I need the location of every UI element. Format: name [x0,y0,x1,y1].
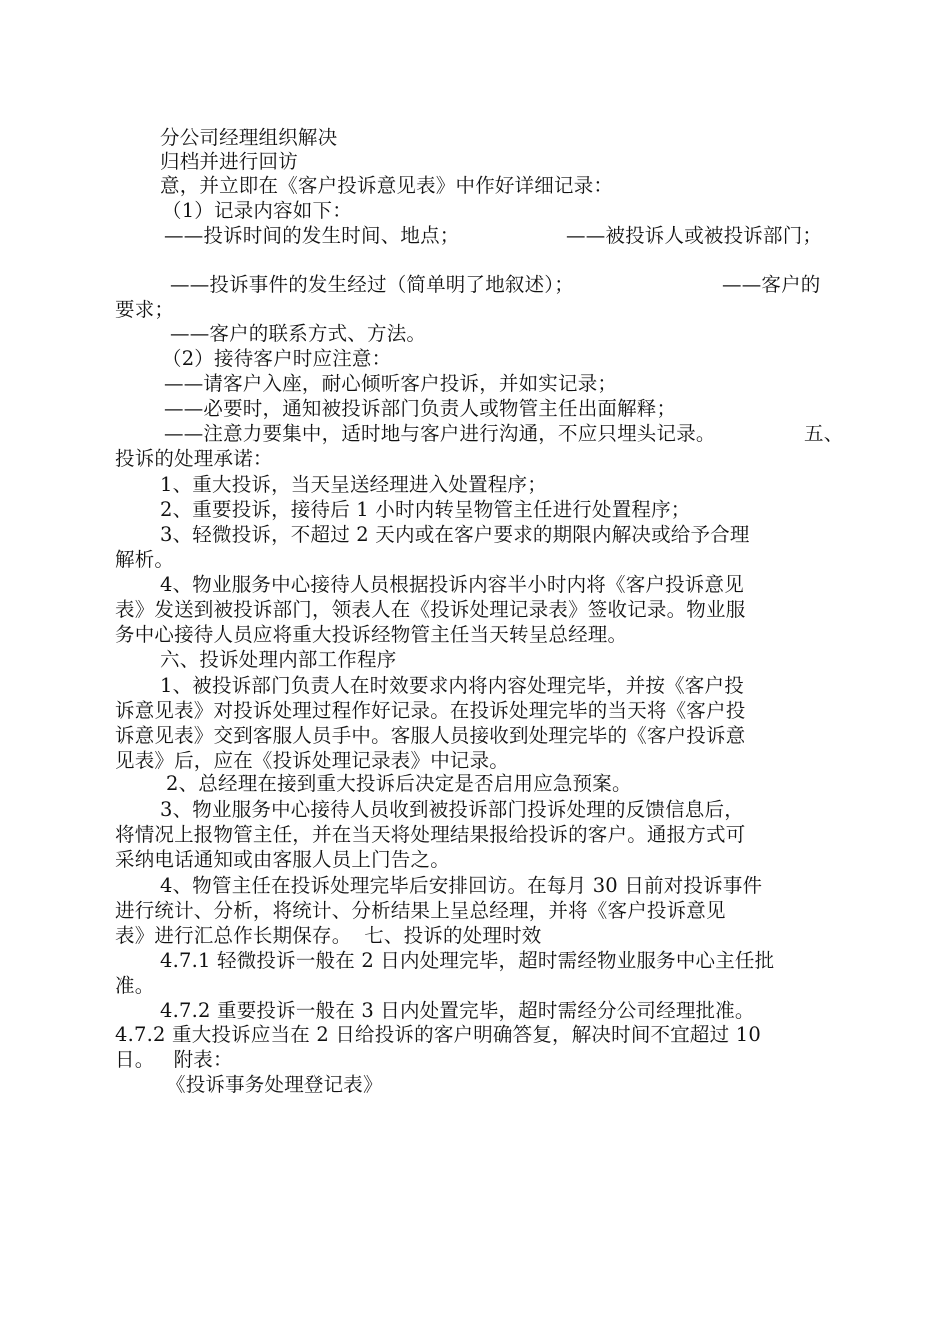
text-line: ——客户的联系方式、方法。 [170,322,427,345]
text-line: 2、总经理在接到重大投诉后决定是否启用应急预案。 [166,772,632,795]
text-line: 1、被投诉部门负责人在时效要求内将内容处理完毕，并按《客户投 [160,674,744,697]
text-line: ——投诉事件的发生经过（简单明了地叙述）； [170,273,574,296]
text-line: 五、 [804,422,844,445]
text-line: 4.7.2 重要投诉一般在 3 日内处置完毕，超时需经分公司经理批准。 [160,999,755,1022]
text-line: 诉意见表》交到客服人员手中。客服人员接收到处理完毕的《客户投诉意 [115,724,746,747]
text-line: 表》发送到被投诉部门，领表人在《投诉处理记录表》签收记录。物业服 [115,598,746,621]
text-line: 4.7.2 重大投诉应当在 2 日给投诉的客户明确答复，解决时间不宜超过 10 [115,1023,761,1046]
text-line: 3、轻微投诉，不超过 2 天内或在客户要求的期限内解决或给予合理 [160,523,750,546]
text-line: 将情况上报物管主任，并在当天将处理结果报给投诉的客户。通报方式可 [115,823,746,846]
text-line: ——必要时，通知被投诉部门负责人或物管主任出面解释； [164,397,677,420]
text-line: 《投诉事务处理登记表》 [166,1073,383,1096]
text-line: 3、物业服务中心接待人员收到被投诉部门投诉处理的反馈信息后， [160,798,744,821]
text-line: 务中心接待人员应将重大投诉经物管主任当天转呈总经理。 [115,623,628,646]
text-line: （1）记录内容如下： [162,199,352,222]
text-line: ——投诉时间的发生时间、地点； [164,224,460,247]
text-line: 表》进行汇总作长期保存。 七、投诉的处理时效 [115,924,542,947]
text-line: 归档并进行回访 [160,150,298,173]
text-line: 投诉的处理承诺： [115,447,273,470]
text-line: 诉意见表》对投诉处理过程作好记录。在投诉处理完毕的当天将《客户投 [115,699,746,722]
text-line: 要求； [115,298,175,321]
text-line: 六、投诉处理内部工作程序 [160,648,397,671]
text-line: 4、物业服务中心接待人员根据投诉内容半小时内将《客户投诉意见 [160,573,744,596]
text-line: 日。 附表： [115,1048,233,1071]
text-line: 1、重大投诉，当天呈送经理进入处置程序； [160,473,547,496]
text-line: ——被投诉人或被投诉部门； [566,224,823,247]
text-line: 进行统计、分析，将统计、分析结果上呈总经理，并将《客户投诉意见 [115,899,726,922]
text-line: 分公司经理组织解决 [160,126,338,149]
text-line: 4、物管主任在投诉处理完毕后安排回访。在每月 30 日前对投诉事件 [160,874,763,897]
text-line: 4.7.1 轻微投诉一般在 2 日内处理完毕，超时需经物业服务中心主任批 [160,949,775,972]
text-line: ——注意力要集中，适时地与客户进行沟通，不应只埋头记录。 [164,422,716,445]
text-line: ——请客户入座，耐心倾听客户投诉，并如实记录； [164,372,618,395]
text-line: 见表》后，应在《投诉处理记录表》中记录。 [115,749,510,772]
text-line: ——客户的 [722,273,821,296]
text-line: 2、重要投诉，接待后 1 小时内转呈物管主任进行处置程序； [160,498,691,521]
text-line: 解析。 [115,548,175,571]
text-line: （2）接待客户时应注意： [162,347,392,370]
text-line: 准。 [115,974,155,997]
text-line: 采纳电话通知或由客服人员上门告之。 [115,848,450,871]
text-line: 意，并立即在《客户投诉意见表》中作好详细记录： [160,174,614,197]
